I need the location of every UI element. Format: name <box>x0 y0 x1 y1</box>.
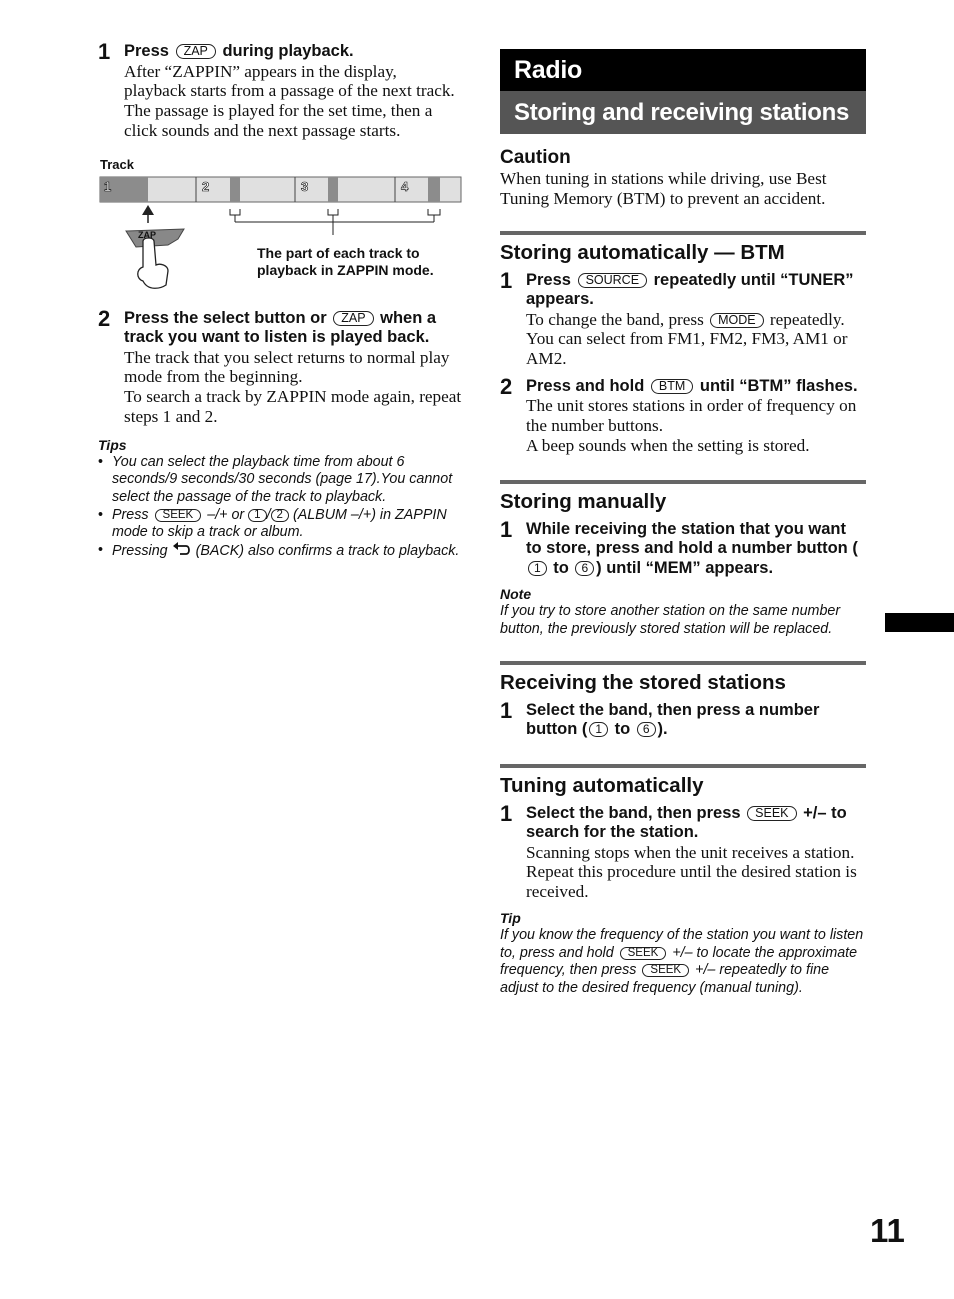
back-icon <box>172 542 192 556</box>
zappin-diagram <box>98 157 463 305</box>
source-button-label: SOURCE <box>578 273 647 288</box>
step-heading-text: Select the band, then press a number button ( <box>526 700 820 739</box>
step-heading-text: until “BTM” flashes. <box>699 376 858 395</box>
note-text: If you try to store another station on the same number button, the previously stored station will be replaced. <box>500 603 841 637</box>
tip-text-part: +/– repeatedly to fine adjust to the desired frequency (manual tuning). <box>500 962 830 996</box>
step-heading-text: to <box>614 720 631 739</box>
tips-list <box>98 454 463 561</box>
track-number: 1 <box>104 178 112 194</box>
receive-step-1 <box>500 697 866 740</box>
tips-title: Tips <box>98 436 127 453</box>
mode-button-label: MODE <box>710 313 764 328</box>
step-number: 1 <box>500 697 513 723</box>
number-button-label: 1 <box>589 722 608 737</box>
section-divider <box>500 231 866 235</box>
tip-text: (BACK) also confirms a track to playback. <box>195 542 460 559</box>
track-segment-3-passage <box>328 177 338 202</box>
step-body: A beep sounds when the setting is stored. <box>526 436 810 456</box>
receive-section <box>500 661 866 740</box>
tip-block <box>500 910 866 997</box>
caution-title: Caution <box>500 147 571 168</box>
step-body <box>526 310 866 369</box>
seek-button-label: SEEK <box>747 806 796 821</box>
step-number: 1 <box>500 516 513 542</box>
tip-item <box>98 507 463 542</box>
number-button-label: 1 <box>248 509 266 522</box>
tip-text-part: If you know the frequency of the station you want to listen to, press and hold <box>500 926 864 961</box>
step-heading-text: to <box>553 558 569 577</box>
step-heading-text: Press and hold <box>526 376 645 395</box>
step-heading <box>124 42 463 62</box>
tip-text <box>500 927 866 997</box>
seek-button-label: SEEK <box>642 964 689 977</box>
track-number: 4 <box>401 178 409 194</box>
tip-text: –/+ or <box>207 506 245 523</box>
tuning-section <box>500 764 866 998</box>
step-heading-text: While receiving the station that you want to store, press and hold a number button ( <box>526 519 858 558</box>
step-heading <box>526 701 866 740</box>
number-button-label: 6 <box>575 561 594 576</box>
tip-text-part: +/– to locate the approximate frequency, then press <box>500 944 858 979</box>
step-number: 2 <box>98 305 111 331</box>
tip-text: Pressing <box>112 542 168 559</box>
page-number: 11 <box>870 1212 905 1249</box>
tip-text: (ALBUM –/+) in ZAPPIN mode to skip a track or album. <box>112 506 447 541</box>
chapter-tab-marker <box>885 613 954 632</box>
section-title: Storing automatically — BTM <box>500 240 785 264</box>
tips-block <box>98 437 463 561</box>
caution-block <box>500 147 866 209</box>
step-body: The unit stores stations in order of frequency on the number buttons. <box>526 396 857 436</box>
note-block <box>500 586 866 638</box>
step-heading-text: repeatedly until “TUNER” appears. <box>526 270 854 309</box>
diagram-caption-line: The part of each track to <box>257 244 420 261</box>
step-heading-text: Press the select button or <box>124 308 327 327</box>
manual-step-1 <box>500 516 866 579</box>
zappin-step-2 <box>98 305 463 427</box>
step-heading-text: ). <box>657 720 668 739</box>
step-heading-text: during playback. <box>222 42 354 60</box>
number-button-label: 6 <box>637 722 656 737</box>
step-body-text: repeatedly. You can select from FM1, FM2, FM3, AM1 or AM2. <box>526 309 848 369</box>
section-divider <box>500 764 866 768</box>
tip-text: Press <box>112 506 149 523</box>
step-number: 2 <box>500 373 513 399</box>
tuning-step-1 <box>500 800 866 902</box>
step-number: 1 <box>500 800 513 826</box>
zap-button-label: ZAP <box>176 44 216 59</box>
caution-text: When tuning in stations while driving, use Best Tuning Memory (BTM) to prevent an accident. <box>500 169 827 208</box>
left-column <box>98 40 463 560</box>
step-heading-text: Press <box>526 270 571 289</box>
step-heading <box>526 804 866 843</box>
up-arrow-icon <box>142 205 154 215</box>
tip-title: Tip <box>500 909 521 926</box>
zap-label: ZAP <box>138 229 156 240</box>
section-title: Storing manually <box>500 489 667 513</box>
section-divider <box>500 661 866 665</box>
section-title: Receiving the stored stations <box>500 670 786 694</box>
step-body-text: To change the band, press <box>526 309 704 329</box>
step-heading-text: when a track you want to listen is played back. <box>124 308 437 347</box>
step-heading-text: Select the band, then press <box>526 803 741 822</box>
number-button-label: 2 <box>271 509 289 522</box>
step-heading <box>124 309 463 348</box>
step-heading-text: +/– to search for the station. <box>526 803 847 842</box>
number-button-label: 1 <box>528 561 547 576</box>
diagram-caption <box>257 245 434 279</box>
step-number: 1 <box>98 39 111 64</box>
step-heading-text: Press <box>124 42 169 60</box>
track-number: 3 <box>301 178 309 194</box>
seek-button-label: SEEK <box>620 947 667 960</box>
step-heading-text: ) until “MEM” appears. <box>596 558 774 577</box>
note-title: Note <box>500 586 532 603</box>
track-segment-4-passage <box>428 177 440 202</box>
btm-step-1 <box>500 267 866 369</box>
step-body: To search a track by ZAPPIN mode again, repeat steps 1 and 2. <box>124 387 462 427</box>
step-heading <box>526 520 866 579</box>
seek-button-label: SEEK <box>155 509 202 522</box>
diagram-caption-line: playback in ZAPPIN mode. <box>257 261 434 278</box>
btm-section <box>500 231 866 456</box>
section-divider <box>500 480 866 484</box>
btm-button-label: BTM <box>651 379 693 394</box>
btm-step-2 <box>500 373 866 456</box>
step-body: The track that you select returns to normal play mode from the beginning. <box>124 347 450 387</box>
step-body: The passage is played for the set time, then a click sounds and the next passage starts. <box>124 101 433 140</box>
zappin-step-1 <box>98 39 463 141</box>
tip-item <box>98 542 463 561</box>
tip-item: • You can select the playback time from about 6 seconds/9 seconds/30 seconds (page 17).You cannot select the passage of the track to playback. <box>98 454 463 507</box>
track-number: 2 <box>202 178 210 194</box>
section-banner-subtitle: Storing and receiving stations <box>500 91 866 134</box>
tip-text: / <box>266 506 271 523</box>
track-segment-2-passage <box>230 177 240 202</box>
track-strip <box>98 175 463 305</box>
step-body: After “ZAPPIN” appears in the display, playback starts from a passage of the next track. <box>124 61 455 101</box>
step-number: 1 <box>500 267 513 293</box>
manual-section <box>500 480 866 639</box>
track-label: Track <box>100 156 134 172</box>
section-banner-title: Radio <box>500 49 866 91</box>
right-column <box>500 49 866 997</box>
step-heading <box>526 377 866 397</box>
step-body: Scanning stops when the unit receives a station. Repeat this procedure until the desired station is received. <box>526 842 857 902</box>
section-title: Tuning automatically <box>500 773 704 797</box>
step-heading <box>526 271 866 310</box>
zap-button-label: ZAP <box>333 311 373 326</box>
